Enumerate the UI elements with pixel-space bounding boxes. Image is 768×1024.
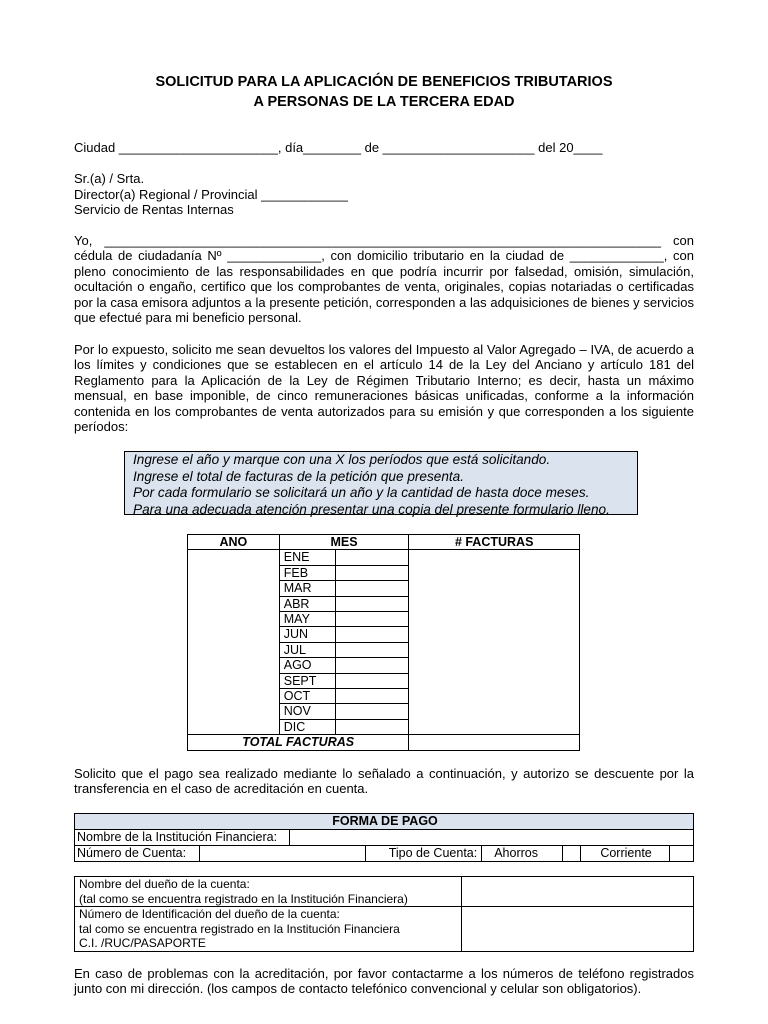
- instructions-box: [124, 451, 638, 515]
- account-number-label: Número de Cuenta:: [75, 846, 200, 862]
- month-mark-cell[interactable]: [335, 581, 409, 596]
- month-label: AGO: [279, 658, 335, 673]
- account-type-label: Tipo de Cuenta:: [366, 846, 482, 862]
- owner-name-input[interactable]: [462, 877, 694, 907]
- document-title: [0, 72, 768, 112]
- month-label: NOV: [279, 704, 335, 719]
- owner-name-note-line: (tal como se encuentra registrado en la Institución Financiera): [79, 891, 408, 906]
- invoices-header: # FACTURAS: [409, 535, 580, 550]
- month-label: MAY: [279, 612, 335, 627]
- owner-name-label: [75, 877, 462, 907]
- month-mark-cell[interactable]: [335, 689, 409, 704]
- total-invoices-input[interactable]: [409, 735, 580, 750]
- owner-id-types-line: C.I. /RUC/PASAPORTE: [79, 936, 206, 951]
- month-label: ABR: [279, 596, 335, 611]
- month-mark-cell[interactable]: [335, 642, 409, 657]
- addressee-line-1: Sr.(a) / Srta.: [74, 171, 145, 186]
- addressee-line-3: Servicio de Rentas Internas: [74, 202, 234, 217]
- owner-id-label: [75, 907, 462, 952]
- year-header: ANO: [188, 535, 280, 550]
- instruction-line: Ingrese el total de facturas de la petición que presenta.: [133, 468, 464, 484]
- instruction-line: Para una adecuada atención presentar una copia del presente formulario lleno.: [133, 501, 610, 517]
- account-number-input[interactable]: [199, 846, 366, 862]
- title-line-1: SOLICITUD PARA LA APLICACIÓN DE BENEFICIOS TRIBUTARIOS: [155, 74, 613, 90]
- month-label: DIC: [279, 719, 335, 734]
- month-mark-cell[interactable]: [335, 658, 409, 673]
- owner-name-label-line: Nombre del dueño de la cuenta:: [79, 877, 250, 891]
- total-invoices-label: TOTAL FACTURAS: [188, 735, 409, 750]
- month-mark-cell[interactable]: [335, 565, 409, 580]
- city-date-line[interactable]: Ciudad ______________________, día________ de _____________________ del 20____: [74, 140, 603, 155]
- institution-label: Nombre de la Institución Financiera:: [75, 830, 290, 846]
- month-mark-cell[interactable]: [335, 627, 409, 642]
- invoices-input-cell[interactable]: [409, 550, 580, 735]
- month-mark-cell[interactable]: [335, 550, 409, 565]
- instruction-line: Ingrese el año y marque con una X los períodos que está solicitando.: [133, 452, 551, 467]
- declaration-paragraph: Yo, _____________________________________________________________________________ con cédula de ciudadanía Nº _____________, con domicilio tributario en la ciudad de _____________, con pleno conocimiento de las responsabilidades en que podría incurrir por falsedad, omisión, simulación, ocultación o engaño, certifico que los comprobantes de venta, originales, copias notariadas o certificadas por la casa emisora adjuntos a la presente petición, corresponden a las adquisiciones de bienes y servicios que efectué para mi beneficio personal.: [74, 233, 694, 326]
- month-label: OCT: [279, 689, 335, 704]
- year-input-cell[interactable]: [188, 550, 280, 735]
- month-mark-cell[interactable]: [335, 719, 409, 734]
- month-label: JUL: [279, 642, 335, 657]
- account-owner-table: [74, 876, 694, 952]
- title-line-2: A PERSONAS DE LA TERCERA EDAD: [253, 94, 515, 110]
- month-mark-cell[interactable]: [335, 704, 409, 719]
- payment-header: FORMA DE PAGO: [75, 814, 694, 830]
- institution-input[interactable]: [289, 830, 693, 846]
- owner-id-label-line: Número de Identificación del dueño de la cuenta:: [79, 907, 340, 922]
- payment-table: [74, 813, 694, 862]
- addressee-line-2: Director(a) Regional / Provincial ____________: [74, 187, 348, 202]
- savings-checkbox[interactable]: [563, 846, 581, 862]
- month-label: ENE: [279, 550, 335, 565]
- month-mark-cell[interactable]: [335, 673, 409, 688]
- month-label: FEB: [279, 565, 335, 580]
- month-header: MES: [279, 535, 409, 550]
- payment-paragraph: Solicito que el pago sea realizado mediante lo señalado a continuación, y autorizo se descuente por la transferencia en el caso de acreditación en cuenta.: [74, 766, 694, 797]
- instruction-line: Por cada formulario se solicitará un año y la cantidad de hasta doce meses.: [133, 485, 590, 500]
- contact-paragraph: En caso de problemas con la acreditación, por favor contactarme a los números de teléfono registrados junto con mi dirección. (los campos de contacto telefónico convencional y celular son obligatorios).: [74, 966, 694, 997]
- month-mark-cell[interactable]: [335, 596, 409, 611]
- owner-id-note-line: tal como se encuentra registrado en la Institución Financiera: [79, 921, 400, 936]
- periods-table: [187, 534, 580, 751]
- month-label: MAR: [279, 581, 335, 596]
- month-label: SEPT: [279, 673, 335, 688]
- checking-label: Corriente: [581, 846, 670, 862]
- request-paragraph: Por lo expuesto, solicito me sean devueltos los valores del Impuesto al Valor Agregado – IVA, de acuerdo a los límites y condiciones que se establecen en el artículo 14 de la Ley del Anciano y artículo 181 del Reglamento para la Aplicación de la Ley de Régimen Tributario Interno; es decir, hasta un máximo mensual, en base imponible, de cinco remuneraciones básicas unificadas, conforme a la información contenida en los comprobantes de venta autorizados para su emisión y que corresponden a los siguiente períodos:: [74, 342, 694, 435]
- month-label: JUN: [279, 627, 335, 642]
- checking-checkbox[interactable]: [670, 846, 694, 862]
- owner-id-input[interactable]: [462, 907, 694, 952]
- savings-label: Ahorros: [482, 846, 563, 862]
- month-mark-cell[interactable]: [335, 612, 409, 627]
